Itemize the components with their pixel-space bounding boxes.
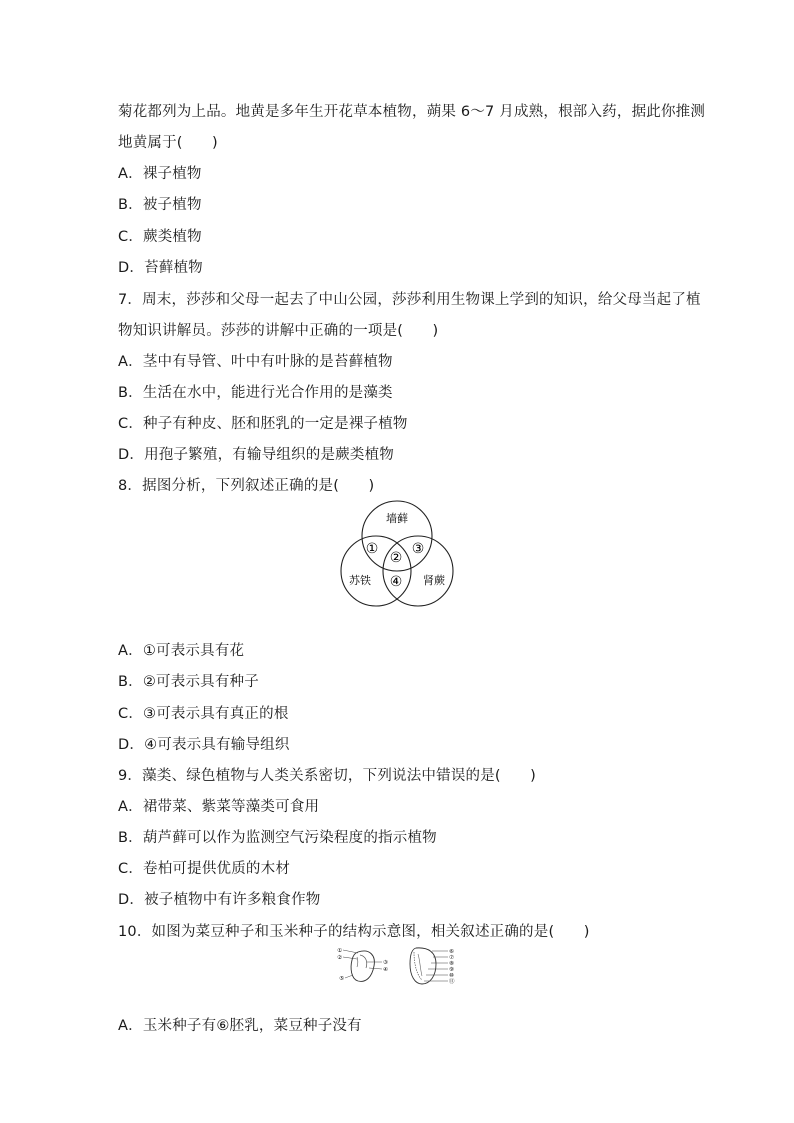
corn-label: ⑧ xyxy=(449,961,454,967)
question-7: 7．周末，莎莎和父母一起去了中山公园，莎莎利用生物课上学到的知识，给父母当起了植 xyxy=(118,292,701,308)
corn-label: ⑩ xyxy=(449,973,454,979)
bean-seed-drawing xyxy=(337,948,388,982)
option-a: A．①可表示具有花 xyxy=(118,643,245,659)
option-c: C．卷柏可提供优质的木材 xyxy=(118,861,291,877)
text-line: 地黄属于( ) xyxy=(118,135,218,151)
option-b: B．葫芦藓可以作为监测空气污染程度的指示植物 xyxy=(118,830,437,846)
option-a: A．茎中有导管、叶中有叶脉的是苔藓植物 xyxy=(118,354,393,370)
option-c: C．③可表示具有真正的根 xyxy=(118,706,289,722)
bean-label: ① xyxy=(337,948,342,954)
question-9: 9．藻类、绿色植物与人类关系密切，下列说法中错误的是( ) xyxy=(118,768,537,784)
venn-label-right: 肾蕨 xyxy=(423,574,445,587)
question-10: 10．如图为菜豆种子和玉米种子的结构示意图，相关叙述正确的是( ) xyxy=(118,924,590,940)
option-d: D．被子植物中有许多粮食作物 xyxy=(118,892,321,908)
option-a: A．玉米种子有⑥胚乳，菜豆种子没有 xyxy=(118,1018,362,1034)
option-a: A．裙带菜、紫菜等藻类可食用 xyxy=(118,799,320,815)
corn-label: ⑪ xyxy=(449,979,455,985)
question-8: 8．据图分析，下列叙述正确的是( ) xyxy=(118,478,375,494)
venn-region-4: ④ xyxy=(389,574,403,590)
corn-label: ⑥ xyxy=(449,949,454,955)
bean-label: ② xyxy=(337,955,342,961)
option-d: D．苔藓植物 xyxy=(118,260,203,276)
corn-seed-drawing xyxy=(410,948,455,985)
option-b: B．被子植物 xyxy=(118,197,202,213)
venn-region-2: ② xyxy=(389,550,403,566)
seed-structure-figure xyxy=(336,946,466,986)
option-d: D．④可表示具有输导组织 xyxy=(118,737,290,753)
corn-label: ⑨ xyxy=(449,967,454,973)
option-a: A．裸子植物 xyxy=(118,166,202,182)
bean-label: ⑤ xyxy=(339,976,344,982)
venn-region-3: ③ xyxy=(411,541,425,557)
venn-label-top: 墙藓 xyxy=(386,512,408,525)
bean-label: ④ xyxy=(383,967,388,973)
text-line: 菊花都列为上品。地黄是多年生开花草本植物，蒴果 6～7 月成熟，根部入药，据此你推测 xyxy=(118,104,706,120)
venn-diagram xyxy=(336,500,460,608)
venn-label-left: 苏铁 xyxy=(349,574,371,587)
question-7-cont: 物知识讲解员。莎莎的讲解中正确的一项是( ) xyxy=(118,323,439,339)
option-c: C．种子有种皮、胚和胚乳的一定是裸子植物 xyxy=(118,416,408,432)
venn-region-1: ① xyxy=(365,541,379,557)
option-b: B．②可表示具有种子 xyxy=(118,674,259,690)
option-c: C．蕨类植物 xyxy=(118,229,202,245)
option-d: D．用孢子繁殖，有输导组织的是蕨类植物 xyxy=(118,447,394,463)
option-b: B．生活在水中，能进行光合作用的是藻类 xyxy=(118,385,393,401)
bean-label: ③ xyxy=(383,960,388,966)
corn-label: ⑦ xyxy=(449,955,454,961)
